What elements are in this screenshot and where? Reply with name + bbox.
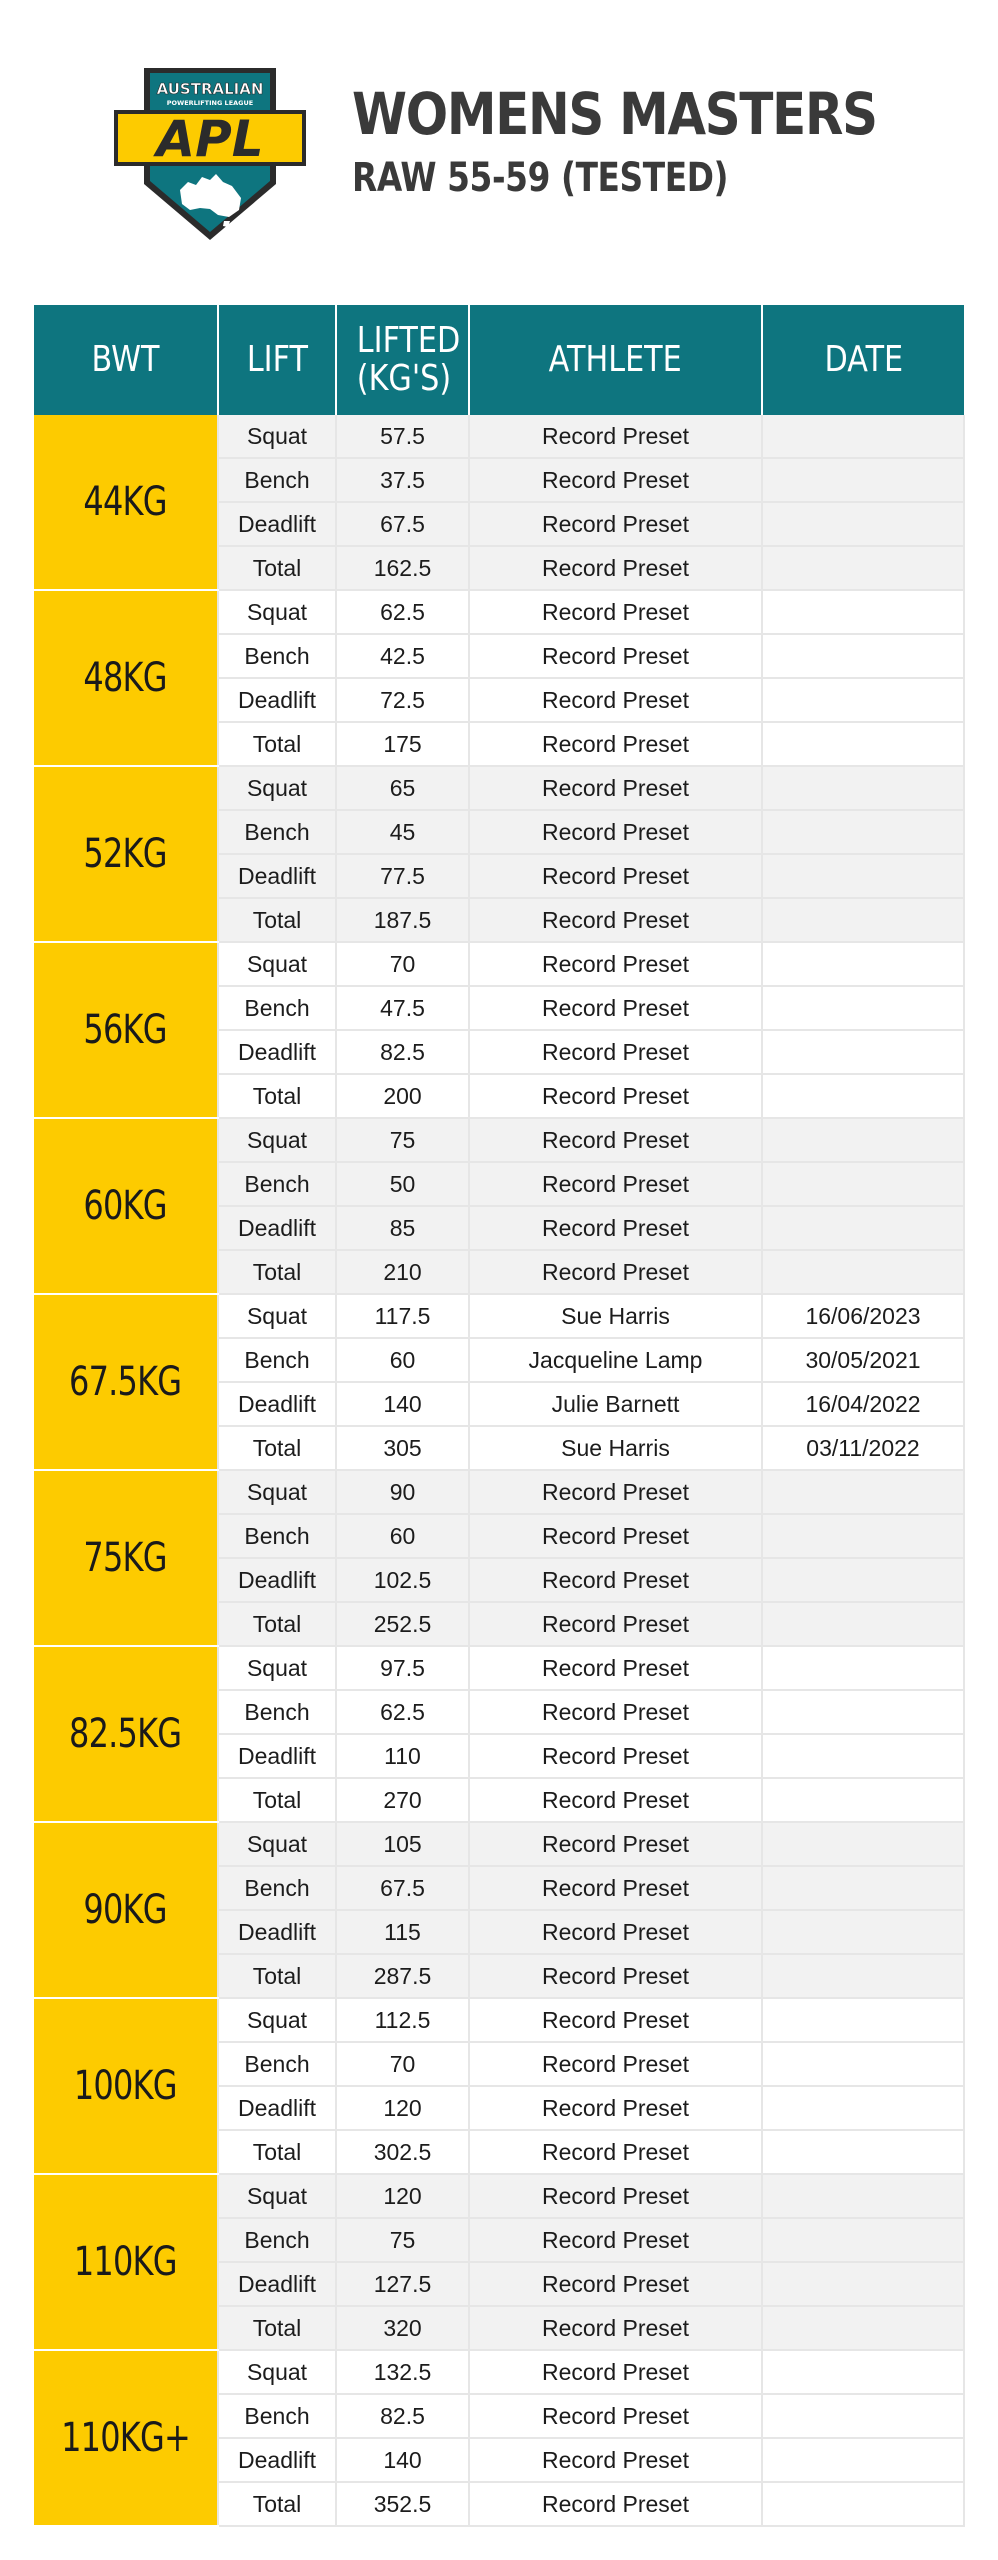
athlete-cell: Record Preset <box>469 546 762 590</box>
column-header-lifted: LIFTED (KG'S) <box>336 305 469 415</box>
lift-cell: Squat <box>218 942 336 986</box>
date-cell <box>762 1514 964 1558</box>
lift-cell: Squat <box>218 2174 336 2218</box>
page-title: WOMENS MASTERS <box>352 80 877 148</box>
lifted-cell: 85 <box>336 1206 469 1250</box>
athlete-cell: Record Preset <box>469 1998 762 2042</box>
lift-cell: Deadlift <box>218 678 336 722</box>
date-cell <box>762 546 964 590</box>
lifted-cell: 57.5 <box>336 415 469 458</box>
lift-cell: Total <box>218 1602 336 1646</box>
lift-cell: Deadlift <box>218 2262 336 2306</box>
lift-cell: Deadlift <box>218 2438 336 2482</box>
lift-cell: Deadlift <box>218 502 336 546</box>
lifted-cell: 117.5 <box>336 1294 469 1338</box>
lifted-cell: 65 <box>336 766 469 810</box>
athlete-cell: Record Preset <box>469 2482 762 2526</box>
table-header-row <box>34 305 964 415</box>
athlete-cell: Sue Harris <box>469 1294 762 1338</box>
lifted-cell: 75 <box>336 1118 469 1162</box>
date-cell <box>762 2262 964 2306</box>
date-cell <box>762 1162 964 1206</box>
athlete-cell: Record Preset <box>469 1470 762 1514</box>
date-cell <box>762 2042 964 2086</box>
date-cell <box>762 1734 964 1778</box>
lift-cell: Deadlift <box>218 1030 336 1074</box>
lift-cell: Squat <box>218 1470 336 1514</box>
lifted-cell: 110 <box>336 1734 469 1778</box>
lift-cell: Total <box>218 722 336 766</box>
date-cell <box>762 1074 964 1118</box>
lifted-cell: 200 <box>336 1074 469 1118</box>
date-cell <box>762 1602 964 1646</box>
athlete-cell: Record Preset <box>469 2350 762 2394</box>
date-cell <box>762 590 964 634</box>
date-cell <box>762 678 964 722</box>
lifted-cell: 120 <box>336 2086 469 2130</box>
lifted-cell: 75 <box>336 2218 469 2262</box>
date-cell <box>762 1998 964 2042</box>
page-header <box>0 0 998 305</box>
athlete-cell: Record Preset <box>469 1250 762 1294</box>
lift-cell: Squat <box>218 766 336 810</box>
date-cell <box>762 1690 964 1734</box>
athlete-cell: Jacqueline Lamp <box>469 1338 762 1382</box>
table-row <box>34 2174 964 2218</box>
athlete-cell: Record Preset <box>469 2262 762 2306</box>
records-table <box>34 305 965 2527</box>
bwt-class-cell: 44KG <box>34 415 218 590</box>
date-cell <box>762 1558 964 1602</box>
lifted-cell: 82.5 <box>336 1030 469 1074</box>
athlete-cell: Record Preset <box>469 1690 762 1734</box>
athlete-cell: Record Preset <box>469 590 762 634</box>
lift-cell: Bench <box>218 1514 336 1558</box>
lift-cell: Bench <box>218 1690 336 1734</box>
lift-cell: Deadlift <box>218 854 336 898</box>
lifted-cell: 45 <box>336 810 469 854</box>
date-cell <box>762 1250 964 1294</box>
lifted-cell: 162.5 <box>336 546 469 590</box>
lifted-cell: 187.5 <box>336 898 469 942</box>
date-cell <box>762 2086 964 2130</box>
athlete-cell: Record Preset <box>469 2174 762 2218</box>
lift-cell: Squat <box>218 590 336 634</box>
table-row <box>34 590 964 634</box>
lifted-cell: 72.5 <box>336 678 469 722</box>
lift-cell: Bench <box>218 810 336 854</box>
table-row <box>34 1822 964 1866</box>
date-cell <box>762 854 964 898</box>
lifted-cell: 302.5 <box>336 2130 469 2174</box>
bwt-class-cell: 48KG <box>34 590 218 766</box>
athlete-cell: Record Preset <box>469 1822 762 1866</box>
date-cell <box>762 1866 964 1910</box>
athlete-cell: Sue Harris <box>469 1426 762 1470</box>
lifted-cell: 252.5 <box>336 1602 469 1646</box>
apl-logo <box>110 64 310 244</box>
lifted-cell: 97.5 <box>336 1646 469 1690</box>
table-row <box>34 1118 964 1162</box>
athlete-cell: Record Preset <box>469 2394 762 2438</box>
lifted-cell: 320 <box>336 2306 469 2350</box>
athlete-cell: Record Preset <box>469 634 762 678</box>
table-row <box>34 2350 964 2394</box>
date-cell: 16/04/2022 <box>762 1382 964 1426</box>
date-cell <box>762 1470 964 1514</box>
column-header-athlete: ATHLETE <box>469 305 762 415</box>
athlete-cell: Record Preset <box>469 2130 762 2174</box>
lifted-cell: 352.5 <box>336 2482 469 2526</box>
lifted-cell: 112.5 <box>336 1998 469 2042</box>
athlete-cell: Record Preset <box>469 502 762 546</box>
bwt-class-cell: 75KG <box>34 1470 218 1646</box>
table-row <box>34 1294 964 1338</box>
lifted-cell: 67.5 <box>336 1866 469 1910</box>
lifted-cell: 127.5 <box>336 2262 469 2306</box>
logo-sub-text: POWERLIFTING LEAGUE <box>166 99 254 107</box>
page-subtitle: RAW 55-59 (TESTED) <box>352 155 729 201</box>
athlete-cell: Record Preset <box>469 1558 762 1602</box>
athlete-cell: Record Preset <box>469 678 762 722</box>
lifted-cell: 120 <box>336 2174 469 2218</box>
date-cell <box>762 1118 964 1162</box>
date-cell <box>762 898 964 942</box>
lifted-cell: 60 <box>336 1338 469 1382</box>
lift-cell: Bench <box>218 1866 336 1910</box>
logo-top-text: AUSTRALIAN <box>156 80 264 98</box>
date-cell <box>762 2482 964 2526</box>
date-cell <box>762 1206 964 1250</box>
date-cell <box>762 986 964 1030</box>
lifted-cell: 102.5 <box>336 1558 469 1602</box>
athlete-cell: Record Preset <box>469 1206 762 1250</box>
athlete-cell: Record Preset <box>469 2438 762 2482</box>
table-row <box>34 1998 964 2042</box>
lifted-cell: 60 <box>336 1514 469 1558</box>
lifted-cell: 270 <box>336 1778 469 1822</box>
lifted-cell: 62.5 <box>336 1690 469 1734</box>
athlete-cell: Record Preset <box>469 1866 762 1910</box>
athlete-cell: Record Preset <box>469 1778 762 1822</box>
lift-cell: Bench <box>218 2218 336 2262</box>
lift-cell: Deadlift <box>218 1558 336 1602</box>
athlete-cell: Record Preset <box>469 1602 762 1646</box>
athlete-cell: Record Preset <box>469 1162 762 1206</box>
lifted-cell: 305 <box>336 1426 469 1470</box>
column-header-lift: LIFT <box>218 305 336 415</box>
bwt-class-cell: 60KG <box>34 1118 218 1294</box>
date-cell <box>762 942 964 986</box>
date-cell <box>762 722 964 766</box>
lifted-cell: 50 <box>336 1162 469 1206</box>
date-cell <box>762 2306 964 2350</box>
athlete-cell: Record Preset <box>469 1734 762 1778</box>
date-cell <box>762 766 964 810</box>
lifted-cell: 82.5 <box>336 2394 469 2438</box>
date-cell <box>762 810 964 854</box>
athlete-cell: Record Preset <box>469 1030 762 1074</box>
athlete-cell: Record Preset <box>469 942 762 986</box>
lifted-cell: 70 <box>336 942 469 986</box>
lift-cell: Bench <box>218 2394 336 2438</box>
lifted-cell: 132.5 <box>336 2350 469 2394</box>
bwt-class-cell: 110KG+ <box>34 2350 218 2526</box>
bwt-class-cell: 67.5KG <box>34 1294 218 1470</box>
bwt-class-cell: 56KG <box>34 942 218 1118</box>
column-header-date: DATE <box>762 305 964 415</box>
date-cell <box>762 458 964 502</box>
lift-cell: Bench <box>218 1338 336 1382</box>
lift-cell: Total <box>218 2306 336 2350</box>
athlete-cell: Record Preset <box>469 722 762 766</box>
bwt-class-cell: 82.5KG <box>34 1646 218 1822</box>
lifted-cell: 105 <box>336 1822 469 1866</box>
athlete-cell: Record Preset <box>469 458 762 502</box>
date-cell <box>762 634 964 678</box>
lifted-cell: 37.5 <box>336 458 469 502</box>
bwt-class-cell: 90KG <box>34 1822 218 1998</box>
lift-cell: Deadlift <box>218 1910 336 1954</box>
lift-cell: Squat <box>218 415 336 458</box>
lift-cell: Total <box>218 546 336 590</box>
table-row <box>34 415 964 458</box>
lift-cell: Bench <box>218 458 336 502</box>
lifted-cell: 42.5 <box>336 634 469 678</box>
lifted-cell: 62.5 <box>336 590 469 634</box>
table-row <box>34 1646 964 1690</box>
lifted-cell: 47.5 <box>336 986 469 1030</box>
lift-cell: Deadlift <box>218 1206 336 1250</box>
logo-acronym: APL <box>156 110 264 168</box>
athlete-cell: Record Preset <box>469 854 762 898</box>
date-cell <box>762 415 964 458</box>
date-cell <box>762 2350 964 2394</box>
lift-cell: Squat <box>218 1118 336 1162</box>
lift-cell: Total <box>218 2130 336 2174</box>
lifted-cell: 140 <box>336 2438 469 2482</box>
athlete-cell: Record Preset <box>469 1646 762 1690</box>
athlete-cell: Record Preset <box>469 2042 762 2086</box>
lifted-cell: 287.5 <box>336 1954 469 1998</box>
lift-cell: Squat <box>218 2350 336 2394</box>
athlete-cell: Record Preset <box>469 1118 762 1162</box>
date-cell <box>762 1030 964 1074</box>
lift-cell: Squat <box>218 1822 336 1866</box>
lift-cell: Squat <box>218 1998 336 2042</box>
lifted-cell: 77.5 <box>336 854 469 898</box>
lift-cell: Bench <box>218 634 336 678</box>
lift-cell: Total <box>218 898 336 942</box>
lift-cell: Total <box>218 2482 336 2526</box>
lifted-cell: 90 <box>336 1470 469 1514</box>
athlete-cell: Record Preset <box>469 1910 762 1954</box>
lift-cell: Bench <box>218 986 336 1030</box>
lift-cell: Bench <box>218 1162 336 1206</box>
date-cell <box>762 1822 964 1866</box>
athlete-cell: Record Preset <box>469 2086 762 2130</box>
athlete-cell: Record Preset <box>469 986 762 1030</box>
lift-cell: Deadlift <box>218 1734 336 1778</box>
athlete-cell: Record Preset <box>469 766 762 810</box>
column-header-bwt: BWT <box>34 305 218 415</box>
athlete-cell: Julie Barnett <box>469 1382 762 1426</box>
lift-cell: Total <box>218 1250 336 1294</box>
table-row <box>34 1470 964 1514</box>
athlete-cell: Record Preset <box>469 415 762 458</box>
table-row <box>34 942 964 986</box>
athlete-cell: Record Preset <box>469 2218 762 2262</box>
athlete-cell: Record Preset <box>469 1074 762 1118</box>
date-cell: 03/11/2022 <box>762 1426 964 1470</box>
lifted-cell: 140 <box>336 1382 469 1426</box>
date-cell <box>762 1778 964 1822</box>
date-cell <box>762 2438 964 2482</box>
date-cell <box>762 2394 964 2438</box>
lift-cell: Deadlift <box>218 1382 336 1426</box>
date-cell: 30/05/2021 <box>762 1338 964 1382</box>
date-cell <box>762 2174 964 2218</box>
date-cell <box>762 2130 964 2174</box>
lifted-cell: 115 <box>336 1910 469 1954</box>
athlete-cell: Record Preset <box>469 810 762 854</box>
athlete-cell: Record Preset <box>469 1514 762 1558</box>
lift-cell: Bench <box>218 2042 336 2086</box>
lift-cell: Squat <box>218 1646 336 1690</box>
bwt-class-cell: 100KG <box>34 1998 218 2174</box>
date-cell <box>762 2218 964 2262</box>
lift-cell: Total <box>218 1074 336 1118</box>
date-cell <box>762 1910 964 1954</box>
lifted-cell: 67.5 <box>336 502 469 546</box>
date-cell <box>762 1646 964 1690</box>
lift-cell: Total <box>218 1778 336 1822</box>
lifted-cell: 175 <box>336 722 469 766</box>
lift-cell: Total <box>218 1954 336 1998</box>
lifted-cell: 70 <box>336 2042 469 2086</box>
date-cell: 16/06/2023 <box>762 1294 964 1338</box>
date-cell <box>762 502 964 546</box>
lift-cell: Deadlift <box>218 2086 336 2130</box>
bwt-class-cell: 110KG <box>34 2174 218 2350</box>
bwt-class-cell: 52KG <box>34 766 218 942</box>
lift-cell: Squat <box>218 1294 336 1338</box>
table-row <box>34 766 964 810</box>
lifted-cell: 210 <box>336 1250 469 1294</box>
athlete-cell: Record Preset <box>469 1954 762 1998</box>
athlete-cell: Record Preset <box>469 898 762 942</box>
athlete-cell: Record Preset <box>469 2306 762 2350</box>
lift-cell: Total <box>218 1426 336 1470</box>
date-cell <box>762 1954 964 1998</box>
